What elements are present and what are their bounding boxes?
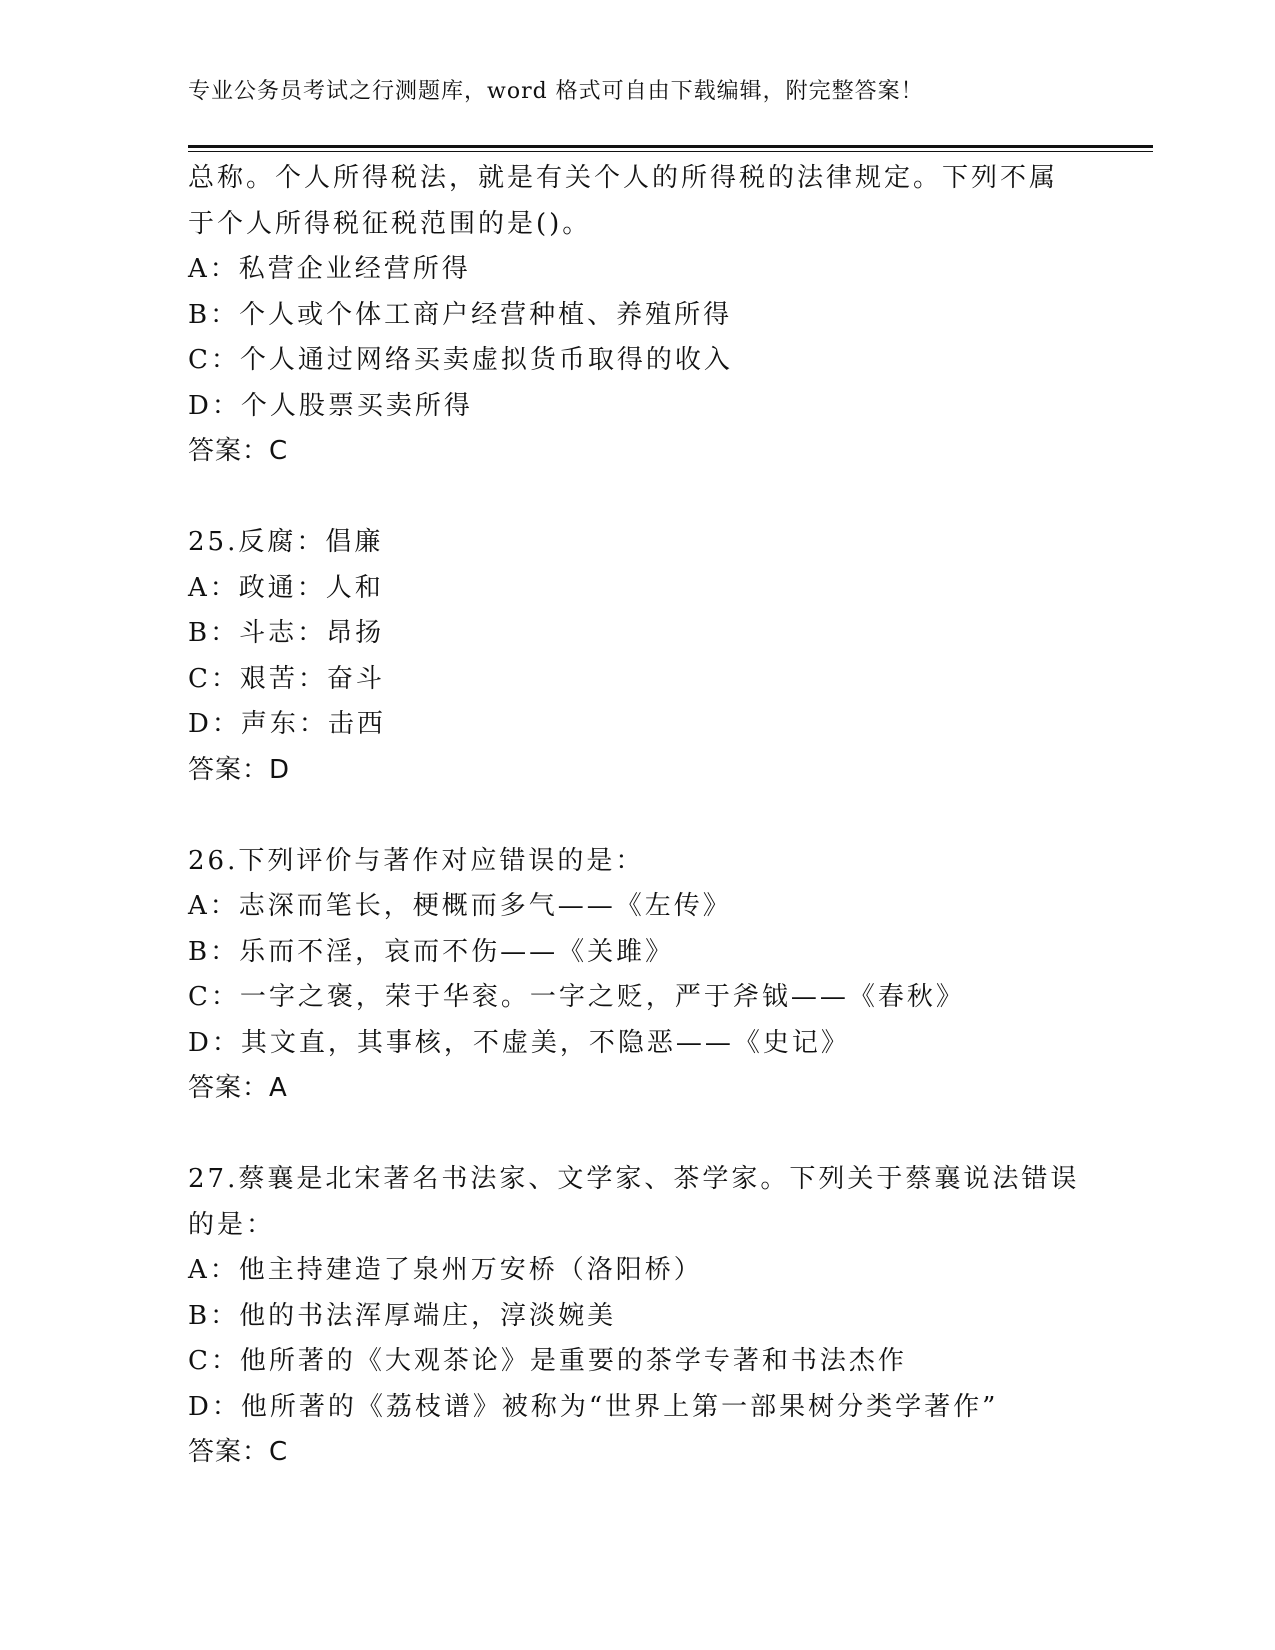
question-block	[188, 1157, 1148, 1476]
question-block	[188, 839, 1148, 1112]
option-a: A：志深而笔长，梗概而多气——《左传》	[188, 891, 732, 921]
block-spacer	[188, 793, 1148, 839]
question-stem-line: 26.下列评价与著作对应错误的是：	[188, 845, 645, 876]
answer-line: 答案：C	[188, 1437, 289, 1467]
option-d: D：他所著的《荔枝谱》被称为“世界上第一部果树分类学著作”	[188, 1391, 999, 1422]
option-c: C：个人通过网络买卖虚拟货币取得的收入	[188, 345, 733, 375]
question-stem-line: 总称。个人所得税法，就是有关个人的所得税的法律规定。下列不属	[188, 163, 1059, 193]
answer-line: 答案：C	[188, 436, 289, 466]
question-stem-line: 的是：	[188, 1209, 276, 1240]
block-spacer	[188, 1112, 1148, 1158]
question-stem-line: 25.反腐：倡廉	[188, 527, 384, 557]
option-d: D：个人股票买卖所得	[188, 390, 473, 421]
option-b: B：他的书法浑厚端庄，淳淡婉美	[188, 1300, 617, 1331]
answer-line: 答案：D	[188, 754, 291, 785]
question-stem-line: 27.蔡襄是北宋著名书法家、文学家、茶学家。下列关于蔡襄说法错误	[188, 1164, 1080, 1194]
answer-line: 答案：A	[188, 1073, 288, 1103]
option-c: C：他所著的《大观茶论》是重要的茶学专著和书法杰作	[188, 1346, 907, 1376]
header-rule-thick	[188, 145, 1153, 148]
option-b: B：个人或个体工商户经营种植、养殖所得	[188, 299, 733, 330]
page-header: 专业公务员考试之行测题库，word 格式可自由下载编辑，附完整答案！	[188, 79, 924, 104]
option-a: A：私营企业经营所得	[188, 254, 471, 284]
question-stem-line: 于个人所得税征税范围的是()。	[188, 208, 592, 239]
question-list	[188, 156, 1148, 1476]
option-c: C：一字之褒，荣于华衮。一字之贬，严于斧钺——《春秋》	[188, 982, 965, 1012]
option-d: D：其文直，其事核，不虚美，不隐恶——《史记》	[188, 1027, 850, 1058]
option-b: B：斗志：昂扬	[188, 618, 385, 648]
option-d: D：声东：击西	[188, 709, 386, 739]
option-a: A：政通：人和	[188, 572, 384, 603]
question-block	[188, 156, 1148, 475]
option-a: A：他主持建造了泉州万安桥（洛阳桥）	[188, 1255, 703, 1285]
header-rule-thin	[188, 151, 1153, 152]
option-c: C：艰苦：奋斗	[188, 663, 385, 694]
question-block	[188, 520, 1148, 793]
block-spacer	[188, 475, 1148, 521]
option-b: B：乐而不淫，哀而不伤——《关雎》	[188, 936, 675, 967]
